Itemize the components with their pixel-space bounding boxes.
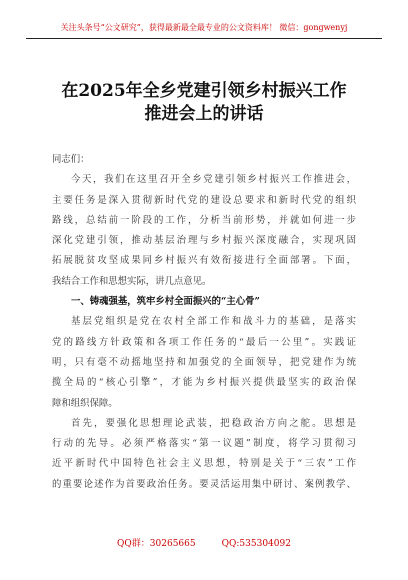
- paragraph-line: 主要任务是深入贯彻新时代党的建设总要求和新时代党的组织: [52, 194, 356, 206]
- footer-contact: [0, 536, 408, 549]
- paragraph-line: 的重要论述作为首要政治任务。要灵活运用集中研讨、案例教学、: [52, 478, 356, 490]
- header-banner: 关注头条号“公文研究”，获得最新最全最专业的公文资料库！ 微信：gongwenyj: [60, 23, 348, 32]
- paragraph-line: 首先，要强化思想理论武装，把稳政治方向之舵。思想是: [71, 417, 356, 429]
- paragraph-line: 障和组织保障。: [52, 397, 118, 409]
- paragraph-line: 行动的先导。必须严格落实“第一议题”制度，将学习贯彻习: [52, 438, 356, 450]
- paragraph-line: 基层党组织是党在农村全部工作和战斗力的基础，是落实: [71, 316, 356, 328]
- paragraph-line: 揽全局的“核心引擎”，才能为乡村振兴提供最坚实的政治保: [52, 377, 356, 389]
- paragraph-line: 党的路线方针政策和各项工作任务的“最后一公里”。实践证: [52, 336, 356, 348]
- section-heading: 一、铸魂强基，筑牢乡村全面振兴的“主心骨”: [71, 296, 260, 308]
- paragraph-line: 我结合工作和思想实际，讲几点意见。: [52, 275, 212, 287]
- document-body: [52, 150, 356, 495]
- title-line-1: 在2025年全乡党建引领乡村振兴工作: [61, 81, 347, 101]
- footer-qq-number: QQ:535304092: [221, 539, 291, 549]
- paragraph-line: 拓展脱贫攻坚成果同乡村振兴有效衔接进行全面部署。下面，: [52, 255, 356, 267]
- paragraph-line: 路线，总结前一阶段的工作，分析当前形势，并就如何进一步: [52, 214, 356, 226]
- paragraph-line: 深化党建引领，推动基层治理与乡村振兴深度融合，实现巩固: [52, 235, 356, 247]
- footer-qq-group: QQ群：30265665: [117, 539, 196, 549]
- paragraph-line: 明，只有毫不动摇地坚持和加强党的全面领导，把党建作为统: [52, 356, 356, 368]
- salutation: 同志们：: [52, 154, 90, 165]
- header-divider: [26, 38, 382, 39]
- paragraph-line: 今天，我们在这里召开全乡党建引领乡村振兴工作推进会，: [71, 174, 356, 186]
- document-title: [30, 80, 378, 126]
- title-line-2: 推进会上的讲话: [144, 104, 264, 124]
- paragraph-line: 近平新时代中国特色社会主义思想，特别是关于“三农”工作: [52, 458, 356, 470]
